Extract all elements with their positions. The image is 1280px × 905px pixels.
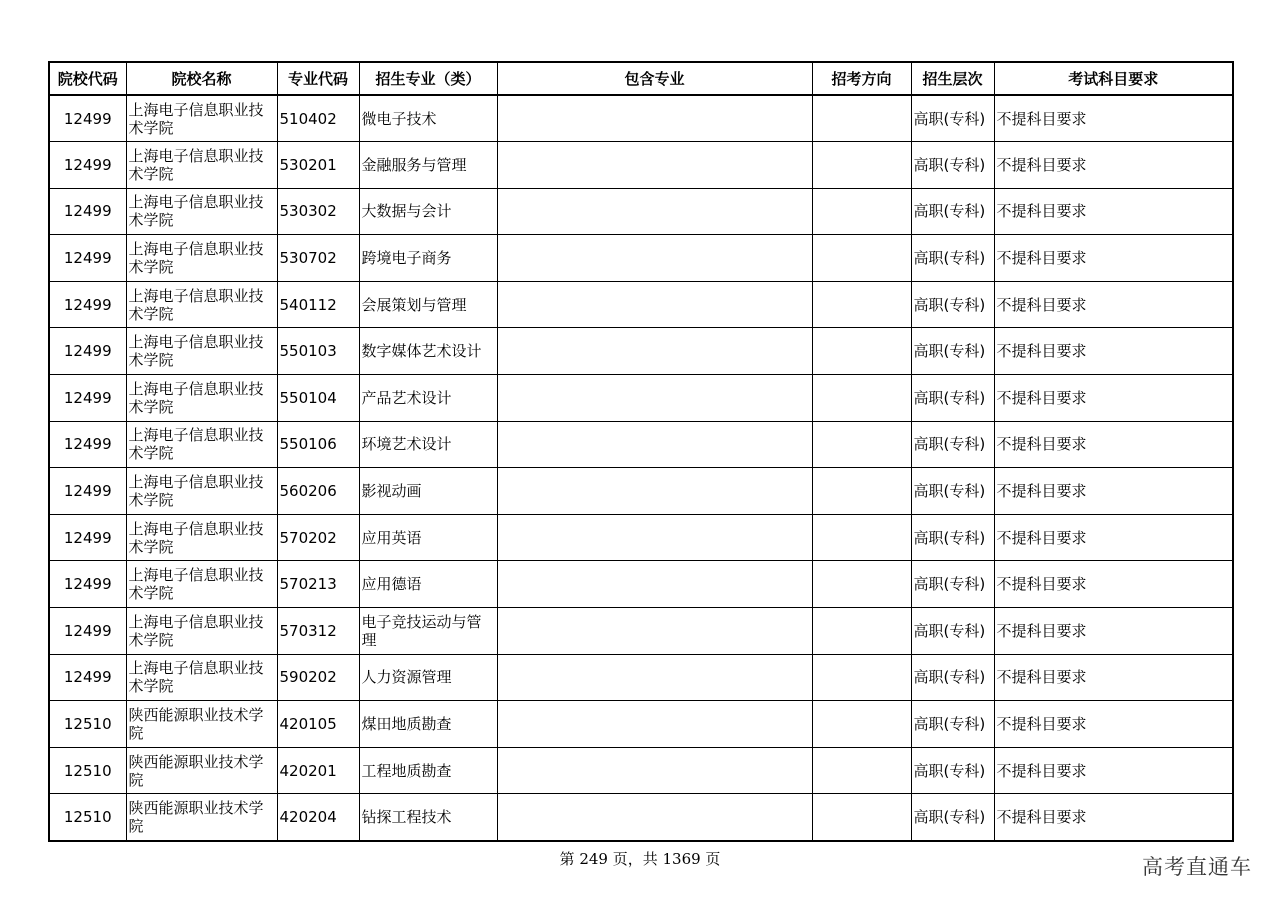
cell-level: 高职(专科) [911, 328, 994, 375]
page-number: 第 249 页，共 1369 页 [559, 850, 721, 868]
cell-included-majors [497, 142, 812, 189]
cell-school-name: 陕西能源职业技术学院 [126, 701, 277, 748]
cell-direction [812, 794, 911, 841]
cell-school-code: 12499 [49, 142, 126, 189]
cell-major: 会展策划与管理 [359, 281, 497, 328]
cell-school-code: 12499 [49, 95, 126, 142]
cell-included-majors [497, 561, 812, 608]
table-row [49, 747, 1233, 794]
cell-major-code: 510402 [277, 95, 359, 142]
cell-school-code: 12499 [49, 514, 126, 561]
cell-included-majors [497, 328, 812, 375]
header-direction: 招考方向 [812, 62, 911, 95]
cell-school-name: 上海电子信息职业技术学院 [126, 468, 277, 515]
cell-level: 高职(专科) [911, 95, 994, 142]
cell-requirement: 不提科目要求 [994, 328, 1233, 375]
header-major-code: 专业代码 [277, 62, 359, 95]
cell-school-name: 上海电子信息职业技术学院 [126, 375, 277, 422]
cell-major-code: 530302 [277, 188, 359, 235]
cell-major-code: 590202 [277, 654, 359, 701]
cell-level: 高职(专科) [911, 421, 994, 468]
cell-major: 应用德语 [359, 561, 497, 608]
cell-requirement: 不提科目要求 [994, 142, 1233, 189]
cell-school-name: 上海电子信息职业技术学院 [126, 561, 277, 608]
cell-major-code: 550104 [277, 375, 359, 422]
cell-school-name: 陕西能源职业技术学院 [126, 747, 277, 794]
cell-school-code: 12499 [49, 188, 126, 235]
cell-school-code: 12499 [49, 468, 126, 515]
cell-school-name: 上海电子信息职业技术学院 [126, 142, 277, 189]
cell-included-majors [497, 794, 812, 841]
cell-school-name: 上海电子信息职业技术学院 [126, 421, 277, 468]
cell-school-name: 上海电子信息职业技术学院 [126, 281, 277, 328]
cell-major: 微电子技术 [359, 95, 497, 142]
table-row [49, 654, 1233, 701]
cell-direction [812, 375, 911, 422]
cell-major-code: 550103 [277, 328, 359, 375]
cell-included-majors [497, 281, 812, 328]
cell-level: 高职(专科) [911, 375, 994, 422]
cell-included-majors [497, 747, 812, 794]
cell-major: 电子竞技运动与管理 [359, 608, 497, 655]
table-row [49, 328, 1233, 375]
cell-included-majors [497, 421, 812, 468]
cell-major: 跨境电子商务 [359, 235, 497, 282]
table-row [49, 375, 1233, 422]
cell-major-code: 530201 [277, 142, 359, 189]
cell-level: 高职(专科) [911, 281, 994, 328]
cell-included-majors [497, 468, 812, 515]
cell-requirement: 不提科目要求 [994, 701, 1233, 748]
cell-direction [812, 95, 911, 142]
cell-major-code: 420105 [277, 701, 359, 748]
cell-school-code: 12510 [49, 701, 126, 748]
cell-included-majors [497, 608, 812, 655]
header-major: 招生专业（类） [359, 62, 497, 95]
cell-requirement: 不提科目要求 [994, 794, 1233, 841]
header-requirement: 考试科目要求 [994, 62, 1233, 95]
cell-major-code: 550106 [277, 421, 359, 468]
cell-level: 高职(专科) [911, 608, 994, 655]
cell-major: 产品艺术设计 [359, 375, 497, 422]
cell-included-majors [497, 188, 812, 235]
cell-major: 大数据与会计 [359, 188, 497, 235]
header-level: 招生层次 [911, 62, 994, 95]
cell-level: 高职(专科) [911, 654, 994, 701]
cell-major: 应用英语 [359, 514, 497, 561]
cell-direction [812, 747, 911, 794]
cell-direction [812, 328, 911, 375]
cell-major-code: 420204 [277, 794, 359, 841]
cell-school-name: 陕西能源职业技术学院 [126, 794, 277, 841]
cell-included-majors [497, 235, 812, 282]
cell-included-majors [497, 701, 812, 748]
cell-level: 高职(专科) [911, 701, 994, 748]
cell-requirement: 不提科目要求 [994, 561, 1233, 608]
cell-requirement: 不提科目要求 [994, 188, 1233, 235]
cell-direction [812, 142, 911, 189]
table-row [49, 608, 1233, 655]
cell-requirement: 不提科目要求 [994, 375, 1233, 422]
cell-direction [812, 561, 911, 608]
cell-major: 人力资源管理 [359, 654, 497, 701]
cell-level: 高职(专科) [911, 142, 994, 189]
cell-requirement: 不提科目要求 [994, 281, 1233, 328]
table-row [49, 235, 1233, 282]
cell-level: 高职(专科) [911, 188, 994, 235]
watermark-logo: 高考直通车 [1142, 855, 1252, 879]
admissions-table [48, 61, 1234, 842]
cell-major-code: 570312 [277, 608, 359, 655]
cell-level: 高职(专科) [911, 468, 994, 515]
cell-requirement: 不提科目要求 [994, 654, 1233, 701]
cell-direction [812, 188, 911, 235]
cell-requirement: 不提科目要求 [994, 514, 1233, 561]
cell-major-code: 530702 [277, 235, 359, 282]
cell-school-name: 上海电子信息职业技术学院 [126, 328, 277, 375]
cell-major-code: 540112 [277, 281, 359, 328]
table-row [49, 701, 1233, 748]
cell-major-code: 420201 [277, 747, 359, 794]
header-school-name: 院校名称 [126, 62, 277, 95]
cell-direction [812, 608, 911, 655]
table-row [49, 281, 1233, 328]
table-row [49, 188, 1233, 235]
cell-direction [812, 281, 911, 328]
table-row [49, 561, 1233, 608]
cell-level: 高职(专科) [911, 794, 994, 841]
cell-school-code: 12499 [49, 608, 126, 655]
cell-level: 高职(专科) [911, 561, 994, 608]
cell-included-majors [497, 654, 812, 701]
cell-school-code: 12499 [49, 561, 126, 608]
table-body [49, 95, 1233, 841]
cell-direction [812, 421, 911, 468]
cell-requirement: 不提科目要求 [994, 95, 1233, 142]
cell-requirement: 不提科目要求 [994, 608, 1233, 655]
header-school-code: 院校代码 [49, 62, 126, 95]
cell-school-code: 12499 [49, 281, 126, 328]
cell-included-majors [497, 375, 812, 422]
cell-school-name: 上海电子信息职业技术学院 [126, 235, 277, 282]
cell-direction [812, 235, 911, 282]
table-row [49, 95, 1233, 142]
table-row [49, 468, 1233, 515]
cell-level: 高职(专科) [911, 747, 994, 794]
cell-school-code: 12499 [49, 421, 126, 468]
cell-requirement: 不提科目要求 [994, 421, 1233, 468]
cell-school-name: 上海电子信息职业技术学院 [126, 654, 277, 701]
cell-major: 金融服务与管理 [359, 142, 497, 189]
cell-school-code: 12510 [49, 794, 126, 841]
cell-school-name: 上海电子信息职业技术学院 [126, 514, 277, 561]
cell-included-majors [497, 514, 812, 561]
cell-school-code: 12499 [49, 654, 126, 701]
cell-requirement: 不提科目要求 [994, 747, 1233, 794]
cell-major: 钻探工程技术 [359, 794, 497, 841]
cell-major: 煤田地质勘查 [359, 701, 497, 748]
cell-school-name: 上海电子信息职业技术学院 [126, 608, 277, 655]
cell-school-code: 12499 [49, 235, 126, 282]
cell-direction [812, 654, 911, 701]
cell-included-majors [497, 95, 812, 142]
cell-requirement: 不提科目要求 [994, 468, 1233, 515]
cell-school-name: 上海电子信息职业技术学院 [126, 95, 277, 142]
cell-level: 高职(专科) [911, 514, 994, 561]
cell-requirement: 不提科目要求 [994, 235, 1233, 282]
cell-major-code: 570202 [277, 514, 359, 561]
table-row [49, 794, 1233, 841]
header-row [49, 62, 1233, 95]
cell-school-code: 12499 [49, 375, 126, 422]
cell-direction [812, 514, 911, 561]
cell-major: 工程地质勘查 [359, 747, 497, 794]
cell-major-code: 560206 [277, 468, 359, 515]
cell-school-code: 12499 [49, 328, 126, 375]
cell-major: 影视动画 [359, 468, 497, 515]
cell-direction [812, 468, 911, 515]
table-row [49, 421, 1233, 468]
cell-major: 环境艺术设计 [359, 421, 497, 468]
table-row [49, 514, 1233, 561]
cell-school-code: 12510 [49, 747, 126, 794]
cell-major: 数字媒体艺术设计 [359, 328, 497, 375]
table-row [49, 142, 1233, 189]
cell-level: 高职(专科) [911, 235, 994, 282]
cell-school-name: 上海电子信息职业技术学院 [126, 188, 277, 235]
cell-major-code: 570213 [277, 561, 359, 608]
header-included-majors: 包含专业 [497, 62, 812, 95]
cell-direction [812, 701, 911, 748]
